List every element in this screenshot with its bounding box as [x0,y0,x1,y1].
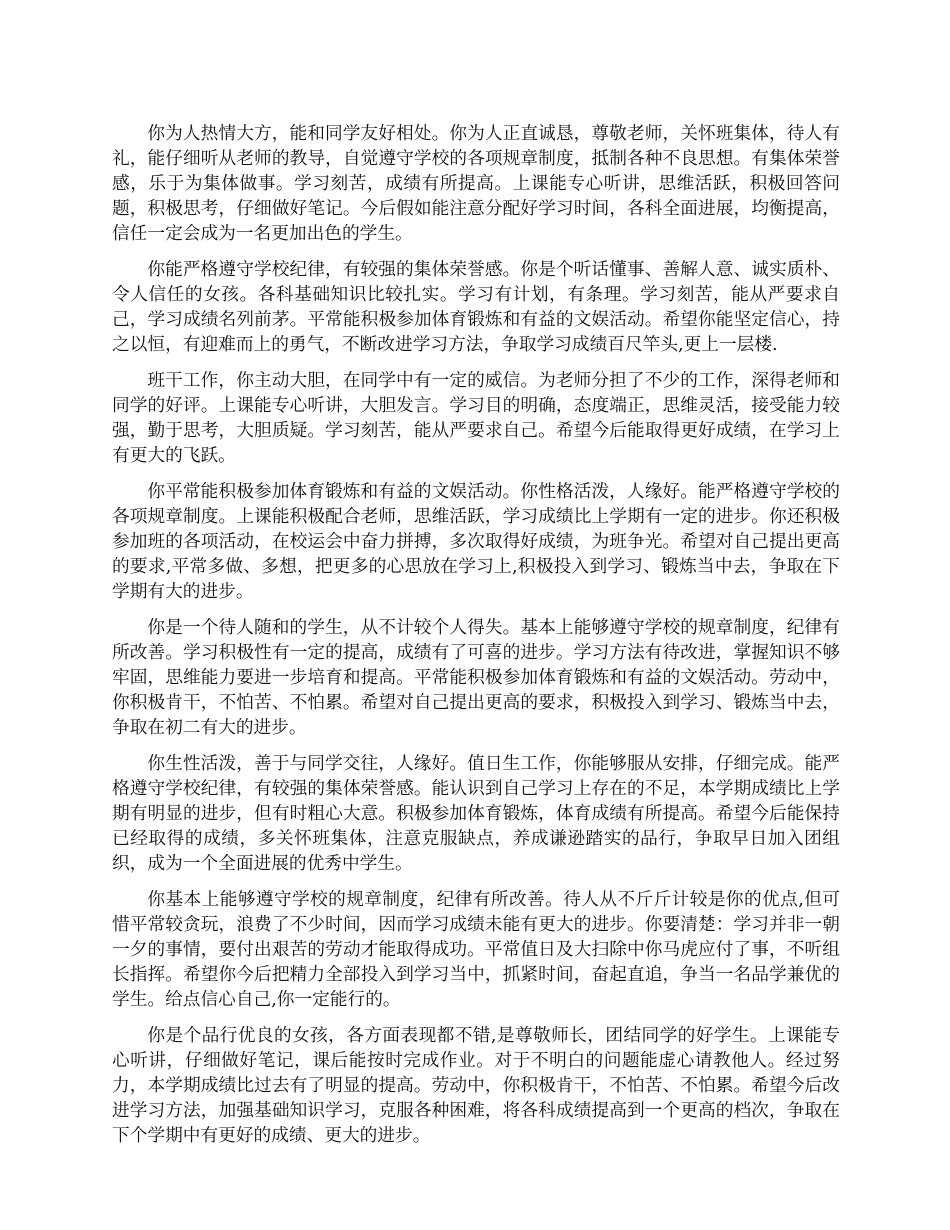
comment-paragraph-5: 你是一个待人随和的学生，从不计较个人得失。基本上能够遵守学校的规章制度，纪律有所改善。学习积极性有一定的提高，成绩有了可喜的进步。学习方法有待改进，掌握知识不够牢固，思维能力要进一步培育和提高。平常能积极参加体育锻炼和有益的文娱活动。劳动中，你积极肯干，不怕苦、不怕累。希望对自己提出更高的要求，积极投入到学习、锻炼当中去，争取在初二有大的进步。 [112,618,840,738]
comment-paragraph-1: 你为人热情大方，能和同学友好相处。你为人正直诚恳，尊敬老师，关怀班集体，待人有礼，能仔细听从老师的教导，自觉遵守学校的各项规章制度，抵制各种不良思想。有集体荣誉感，乐于为集体做事。学习刻苦，成绩有所提高。上课能专心听讲，思维活跃，积极回答问题，积极思考，仔细做好笔记。今后假如能注意分配好学习时间，各科全面进展，均衡提高，信任一定会成为一名更加出色的学生。 [112,124,840,244]
document-body [112,122,840,1160]
comment-paragraph-6: 你生性活泼，善于与同学交往，人缘好。值日生工作，你能够服从安排，仔细完成。能严格遵守学校纪律，有较强的集体荣誉感。能认识到自己学习上存在的不足，本学期成绩比上学期有明显的进步，但有时粗心大意。积极参加体育锻炼，体育成绩有所提高。希望今后能保持已经取得的成绩，多关怀班集体，注意克服缺点，养成谦逊踏实的品行，争取早日加入团组织，成为一个全面进展的优秀中学生。 [112,754,840,874]
comment-paragraph-2: 你能严格遵守学校纪律，有较强的集体荣誉感。你是个听话懂事、善解人意、诚实质朴、令人信任的女孩。各科基础知识比较扎实。学习有计划，有条理。学习刻苦，能从严要求自己，学习成绩名列前茅。平常能积极参加体育锻炼和有益的文娱活动。希望你能坚定信心，持之以恒，有迎难而上的勇气，不断改进学习方法，争取学习成绩百尺竿头,更上一层楼. [112,260,840,355]
comment-paragraph-7: 你基本上能够遵守学校的规章制度，纪律有所改善。待人从不斤斤计较是你的优点,但可惜平常较贪玩，浪费了不少时间，因而学习成绩未能有更大的进步。你要清楚：学习并非一朝一夕的事情，要付出艰苦的劳动才能取得成功。平常值日及大扫除中你马虎应付了事，不听组长指挥。希望你今后把精力全部投入到学习当中，抓紧时间，奋起直追，争当一名品学兼优的学生。给点信心自己,你一定能行的。 [112,890,840,1010]
comment-paragraph-3: 班干工作，你主动大胆，在同学中有一定的威信。为老师分担了不少的工作，深得老师和同学的好评。上课能专心听讲，大胆发言。学习目的明确，态度端正，思维灵活，接受能力较强，勤于思考，大胆质疑。学习刻苦，能从严要求自己。希望今后能取得更好成绩，在学习上有更大的飞跃。 [112,371,840,466]
comment-paragraph-8: 你是个品行优良的女孩，各方面表现都不错,是尊敬师长，团结同学的好学生。上课能专心听讲，仔细做好笔记，课后能按时完成作业。对于不明白的问题能虚心请教他人。经过努力，本学期成绩比过去有了明显的提高。劳动中，你积极肯干，不怕苦、不怕累。希望今后改进学习方法，加强基础知识学习，克服各种困难，将各科成绩提高到一个更高的档次，争取在下个学期中有更好的成绩、更大的进步。 [112,1026,840,1146]
comment-paragraph-4: 你平常能积极参加体育锻炼和有益的文娱活动。你性格活泼，人缘好。能严格遵守学校的各项规章制度。上课能积极配合老师，思维活跃，学习成绩比上学期有一定的进步。你还积极参加班的各项活动，在校运会中奋力拼搏，多次取得好成绩，为班争光。希望对自己提出更高的要求,平常多做、多想，把更多的心思放在学习上,积极投入到学习、锻炼当中去，争取在下学期有大的进步。 [112,482,840,602]
